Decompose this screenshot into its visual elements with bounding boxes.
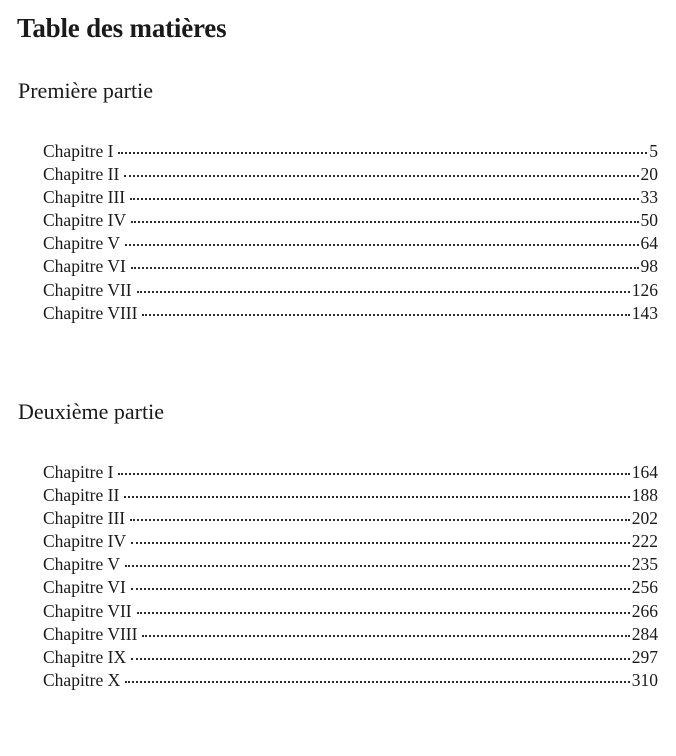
toc-entry[interactable] [43,140,658,163]
toc-entry[interactable] [43,186,658,209]
toc-entry[interactable] [43,461,658,484]
page-number: 33 [640,187,658,208]
dot-leader [131,658,630,660]
page-number: 266 [631,600,658,621]
chapter-label: Chapitre VII [43,600,132,621]
dot-leader [125,565,630,567]
dot-leader [124,496,629,498]
chapter-label: Chapitre II [43,485,120,506]
dot-leader [118,473,629,475]
chapter-label: Chapitre VI [43,256,126,277]
chapter-label: Chapitre VII [43,279,132,300]
page-number: 310 [631,669,658,690]
toc-entry[interactable] [43,553,658,576]
dot-leader [125,244,639,246]
dot-leader [137,612,630,614]
chapter-label: Chapitre III [43,508,126,529]
page-number: 256 [631,577,658,598]
part-entries-premiere [43,140,658,325]
page-number: 50 [640,210,658,231]
toc-entry[interactable] [43,484,658,507]
toc-entry[interactable] [43,623,658,646]
chapter-label: Chapitre IX [43,646,127,667]
page-number: 297 [631,646,658,667]
chapter-label: Chapitre VIII [43,623,138,644]
toc-entry[interactable] [43,530,658,553]
toc-title: Table des matières [17,13,227,43]
page-number: 164 [631,462,658,482]
toc-entry[interactable] [43,576,658,599]
chapter-label: Chapitre IV [43,531,127,552]
chapter-label: Chapitre II [43,164,120,185]
page-number: 235 [631,554,658,575]
page-number: 222 [631,531,658,552]
toc-entry[interactable] [43,232,658,255]
toc-entry[interactable] [43,507,658,530]
toc-entry[interactable] [43,209,658,232]
dot-leader [130,198,638,200]
toc-entry[interactable] [43,279,658,302]
chapter-label: Chapitre III [43,187,126,208]
dot-leader [142,314,629,316]
page-number: 188 [631,485,658,506]
dot-leader [131,221,638,223]
chapter-label: Chapitre VIII [43,302,138,323]
toc-entry[interactable] [43,302,658,325]
chapter-label: Chapitre VI [43,577,126,598]
part-heading-premiere: Première partie [18,78,153,103]
page-number: 5 [649,141,658,161]
toc-entry[interactable] [43,646,658,669]
dot-leader [131,267,639,269]
dot-leader [137,291,630,293]
chapter-label: Chapitre I [43,462,114,482]
toc-entry[interactable] [43,255,658,278]
page-number: 284 [631,623,658,644]
chapter-label: Chapitre I [43,141,114,161]
chapter-label: Chapitre IV [43,210,127,231]
toc-entry[interactable] [43,600,658,623]
chapter-label: Chapitre V [43,233,120,254]
part-heading-deuxieme: Deuxième partie [18,399,164,424]
toc-entry[interactable] [43,163,658,186]
part-entries-deuxieme [43,461,658,692]
dot-leader [124,175,638,177]
dot-leader [118,152,647,154]
dot-leader [125,681,629,683]
toc-entry[interactable] [43,669,658,692]
page-number: 20 [640,164,658,185]
page-number: 64 [640,233,658,254]
page-number: 143 [631,302,658,323]
dot-leader [130,519,630,521]
page-number: 126 [631,279,658,300]
chapter-label: Chapitre X [43,669,121,690]
page-number: 98 [640,256,658,277]
page-number: 202 [631,508,658,529]
dot-leader [131,542,630,544]
chapter-label: Chapitre V [43,554,120,575]
dot-leader [142,635,629,637]
dot-leader [131,588,630,590]
